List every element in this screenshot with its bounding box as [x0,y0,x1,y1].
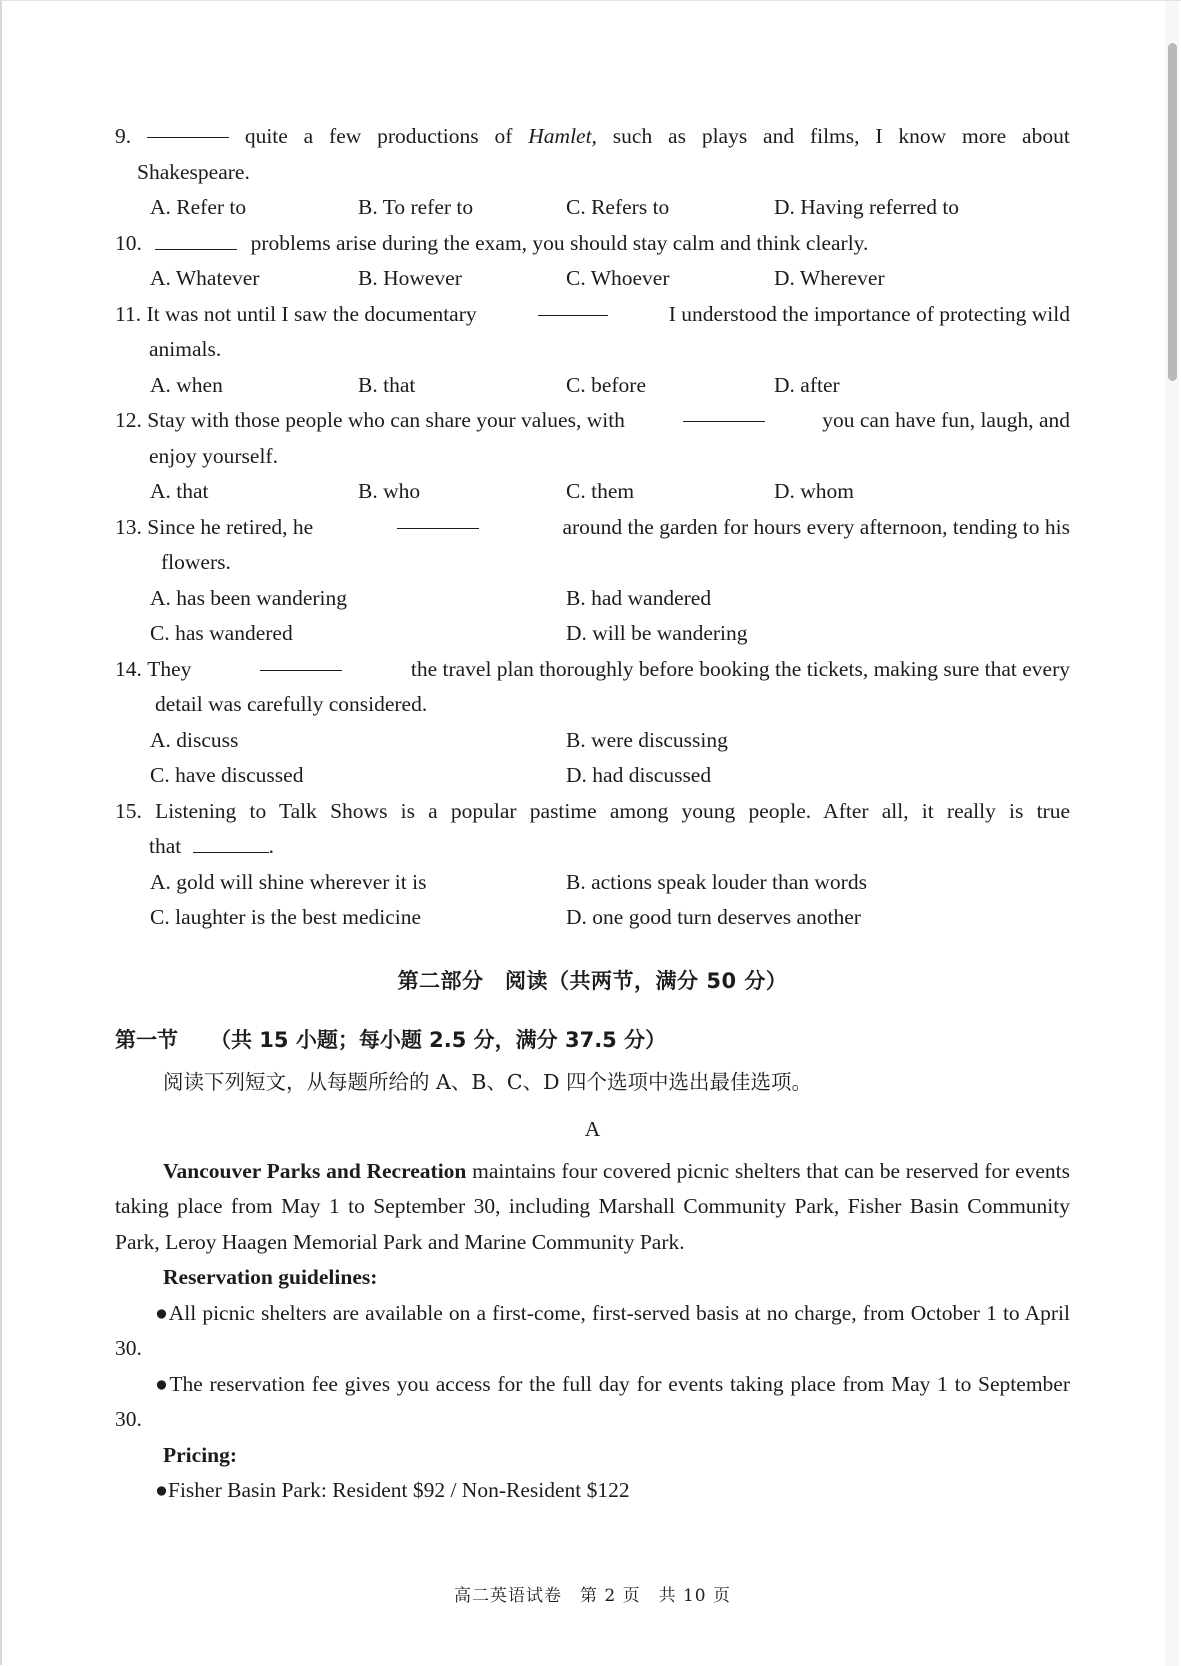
pricing-item-1: ●Fisher Basin Park: Resident $92 / Non-Resident $122 [155,1478,630,1502]
passage-org-name: Vancouver Parks and Recreation [163,1158,467,1183]
question-12-option-c: C. them [566,479,635,503]
question-14-blank [260,652,342,671]
question-12-lead [115,403,625,439]
guideline-2: ●The reservation fee gives you access for the full day for events taking place from May 1 to September 30. [115,1371,1070,1431]
question-15-text: Listening to Talk Shows is a popular pastime among young people. After all, it really is true [155,798,1071,823]
question-11-text-after: I understood the importance of protecting wild [668,301,1070,326]
question-14-options [115,723,1070,794]
section1-heading [115,1023,1070,1059]
question-15-option-c: C. laughter is the best medicine [150,905,422,929]
section1-label: 第一节 [115,1028,178,1052]
question-14-line1 [115,652,1070,688]
question-12-option-b: B. who [358,479,421,503]
question-11-text-before: It was not until I saw the documentary [146,301,477,326]
section1-detail: （共 15 小题；每小题 2.5 分，满分 37.5 分） [210,1028,667,1052]
question-10-text: problems arise during the exam, you should stay calm and think clearly. [250,230,869,255]
question-11-line1 [115,297,1070,333]
question-11-option-c: C. before [566,372,646,397]
question-15-blank [193,834,269,853]
question-9-title-hamlet: Hamlet, [528,124,597,148]
question-12-option-a: A. that [150,479,209,503]
question-14-option-c: C. have discussed [150,763,304,787]
question-9-word: films, [809,124,860,148]
question-15-line2 [115,829,1070,865]
question-14 [115,652,1070,794]
question-9-number: 9. [115,124,132,148]
question-13-lead [115,510,313,546]
question-9-word: few [329,124,362,148]
passage-intro-text: maintains four covered picnic shelters that can be reserved for events taking place from May 1 to September 30, including Marshall Community Park, Fisher Basin Community Park, Leroy Haagen Memorial Park and Marine Community Park. [115,1158,1071,1254]
question-12-option-d: D. whom [774,479,855,503]
question-9-option-d: D. Having referred to [774,195,960,219]
question-14-number: 14. [115,656,142,681]
question-10-stem [115,226,1070,262]
question-9-blank [147,119,229,138]
question-9-word: of [494,124,513,148]
question-14-line2: detail was carefully considered. [155,692,428,716]
question-10-options [115,261,1070,297]
question-13-option-b: B. had wandered [566,585,712,610]
question-12-line2: enjoy yourself. [149,443,278,468]
question-13-options [115,581,1070,652]
question-9-option-b: B. To refer to [358,195,474,219]
question-14-option-b: B. were discussing [566,727,728,752]
question-15-options [115,865,1070,936]
question-10-blank [155,231,237,250]
page-content [115,119,1070,1509]
question-12-line1 [115,403,1070,439]
question-9-options [115,190,1070,226]
question-13-line1 [115,510,1070,546]
question-9-word: a [303,124,314,148]
question-15-option-a: A. gold will shine wherever it is [150,869,427,894]
question-11-number: 11. [115,301,142,326]
question-13-text-after: around the garden for hours every afternoon, tending to his [562,514,1070,539]
pricing-heading: Pricing: [163,1442,238,1467]
question-13-option-a: A. has been wandering [150,585,348,610]
question-15-option-d: D. one good turn deserves another [566,905,861,929]
question-12-text-before: Stay with those people who can share your values, with [147,408,625,432]
question-9-line1 [115,119,1070,155]
question-12-options [115,474,1070,510]
question-11-option-d: D. after [774,372,840,397]
question-10 [115,226,1070,297]
question-9-word: as [668,124,686,148]
question-15-line2-after: . [268,834,274,858]
question-9-line2: Shakespeare. [137,159,250,184]
question-13-blank [397,510,479,529]
question-9-word: plays [701,124,748,148]
question-11-lead [115,297,477,333]
question-11-option-b: B. that [358,372,416,397]
question-9-word: more [962,124,1007,148]
question-9-word: productions [377,124,479,148]
guidelines-heading: Reservation guidelines: [163,1265,378,1289]
question-10-option-d: D. Wherever [774,266,885,290]
question-11-option-a: A. when [150,372,223,397]
page-footer: 高二英语试卷 第 2 页 共 10 页 [453,1586,732,1606]
part2-title: 第二部分 阅读（共两节，满分 50 分） [397,968,788,993]
question-9-word: know [898,124,947,148]
question-13-text-before: Since he retired, he [147,514,314,539]
question-14-option-d: D. had discussed [566,763,712,787]
question-13-number: 13. [115,514,142,539]
section1-instruction: 阅读下列短文，从每题所给的 A、B、C、D 四个选项中选出最佳选项。 [163,1069,813,1094]
question-11-blank [538,297,608,316]
question-15-line2-before: that [149,834,182,858]
question-9 [115,119,1070,226]
question-14-lead [115,652,191,688]
question-11 [115,297,1070,404]
question-11-line2: animals. [149,337,222,361]
question-11-options [115,368,1070,404]
question-9-option-c: C. Refers to [566,195,670,219]
scrollbar-thumb[interactable] [1168,43,1177,381]
passage-label: A [584,1117,601,1141]
question-9-option-a: A. Refer to [150,195,247,219]
question-14-option-a: A. discuss [150,727,239,752]
guideline-1: ●All picnic shelters are available on a first-come, first-served basis at no charge, from October 1 to April 30. [115,1300,1070,1360]
question-15 [115,794,1070,936]
question-9-word: such [612,124,653,148]
question-13-option-d: D. will be wandering [566,621,748,645]
question-9-word: and [763,124,795,148]
question-13-line2: flowers. [161,550,231,574]
question-13-option-c: C. has wandered [150,621,293,645]
question-10-option-a: A. Whatever [150,266,260,290]
question-10-number: 10. [115,230,142,255]
passage-intro [115,1154,1070,1261]
question-12 [115,403,1070,510]
question-12-number: 12. [115,408,142,432]
question-10-option-b: B. However [358,266,462,290]
question-12-blank [683,403,765,422]
question-14-text-before: They [147,656,192,681]
question-10-option-c: C. Whoever [566,266,670,290]
question-15-option-b: B. actions speak louder than words [566,869,867,894]
question-9-word: about [1022,124,1070,148]
question-12-text-after: you can have fun, laugh, and [822,408,1070,432]
question-13 [115,510,1070,652]
question-15-number: 15. [115,798,142,823]
question-15-line1 [115,794,1070,830]
question-14-text-after: the travel plan thoroughly before booking the tickets, making sure that every [410,656,1070,681]
question-9-word: quite [244,124,288,148]
question-9-word: I [875,124,883,148]
